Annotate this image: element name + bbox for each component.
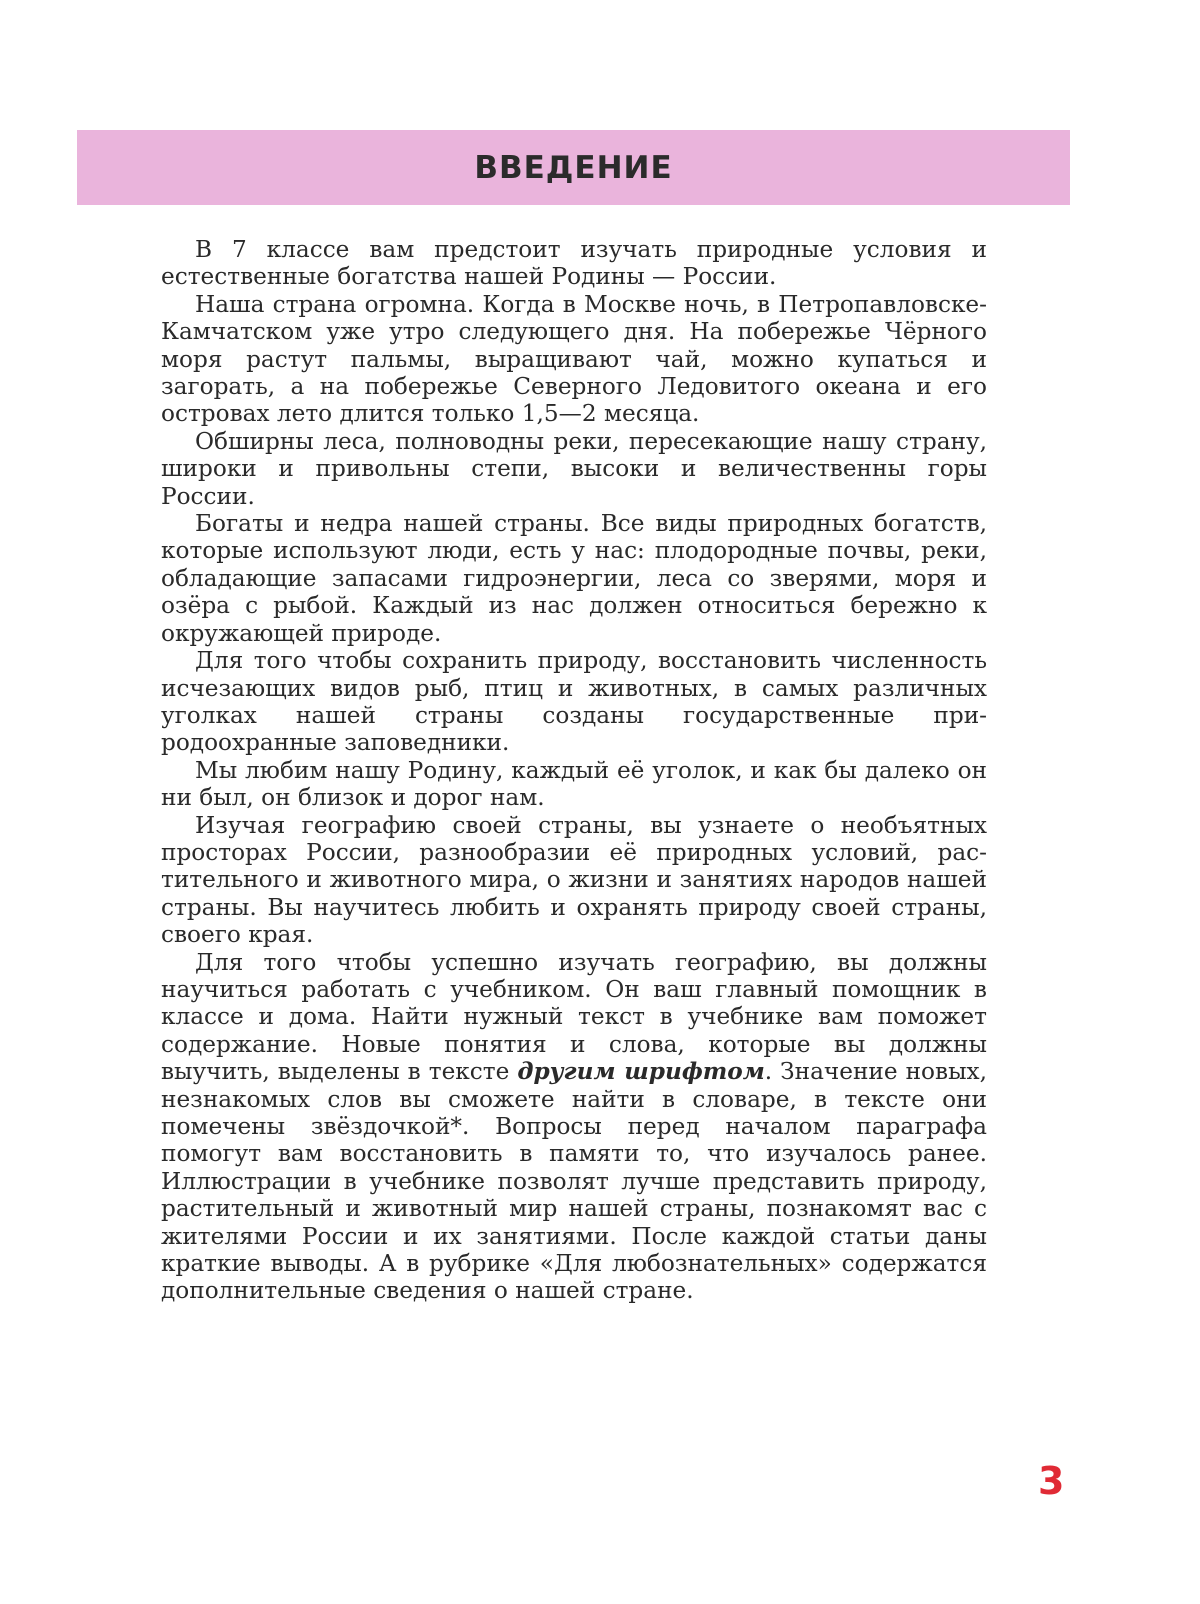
body-text [161, 236, 987, 1305]
paragraph: Изучая географию своей страны, вы узнаете о необъятных просторах России, разнообразии её природных условий, растительного и животного мира, о жизни и занятиях народов нашей страны. Вы научитесь любить и охранять природу своей страны, своего края. [161, 811, 987, 949]
paragraph-last [161, 949, 987, 1305]
paragraph-text-after: . Значение новых, незнакомых слов вы сможете найти в словаре, в тексте они помечены звёздочкой*. Вопросы перед началом параграфа помогут вам восстановить в памяти то, что изучалось ранее. Иллюстрации в учебнике позволят лучше представить природу, растительный и животный мир нашей страны, познакомят вас с жителями России и их занятиями. После каждой статьи даны краткие выводы. А в рубрике «Для любознательных» содержатся дополнительные сведения о нашей стране. [161, 1058, 987, 1305]
paragraph: Мы любим нашу Родину, каждый её уголок, и как бы далеко он ни был, он близок и дорог нам. [161, 756, 987, 812]
paragraph: В 7 классе вам предстоит изучать природные условия и естественные богатства нашей Родины — России. [161, 236, 987, 291]
paragraph: Для того чтобы сохранить природу, восстановить численность исчезающих видов рыб, птиц и животных, в самых различных уголках нашей страны созданы государственные природоохранные заповедники. [161, 647, 987, 757]
chapter-header-band [77, 130, 1070, 205]
paragraph: Наша страна огромна. Когда в Москве ночь, в Петропавловске-Камчатском уже утро следующего дня. На побережье Чёрного моря растут пальмы, выращивают чай, можно купаться и загорать, а на побережье Северного Ледовитого океана и его островах лето длится только 1,5—2 месяца. [161, 290, 987, 428]
chapter-title: ВВЕДЕНИЕ [474, 149, 673, 186]
paragraph-text-before: Для того чтобы успешно изучать географию, вы должны научиться работать с учебником. Он ваш главный помощник в классе и дома. Найти нужный текст в учебнике вам поможет содержание. Новые понятия и слова, которые вы должны выучить, выделены в тексте [161, 948, 987, 1086]
page-number: 3 [1038, 1459, 1065, 1503]
paragraph: Обширны леса, полноводны реки, пересекающие нашу страну, широки и привольны степи, высоки и величественны горы России. [161, 427, 987, 510]
paragraph: Богаты и недра нашей страны. Все виды природных богатств, которые используют люди, есть у нас: плодородные почвы, реки, обладающие запасами гидроэнергии, леса со зверями, моря и озёра с рыбой. Каждый из нас должен относиться бережно к окружающей природе. [161, 510, 987, 647]
emphasized-term: другим шрифтом [517, 1058, 765, 1086]
